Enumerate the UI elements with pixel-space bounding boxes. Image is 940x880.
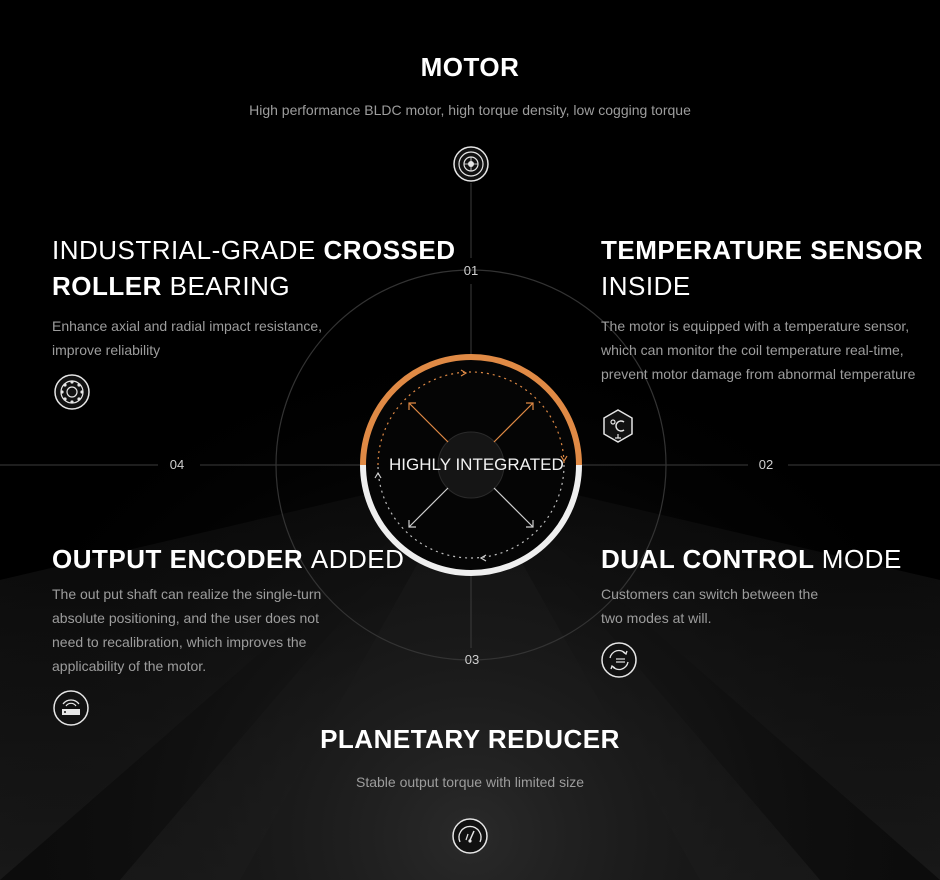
temperature-title (601, 232, 923, 304)
encoder-description: The out put shaft can realize the single-turn absolute positioning, and the user does not need to recalibration, which improves the applicability of the motor. (52, 586, 322, 674)
bearing-title (52, 232, 456, 304)
reducer-icon (452, 818, 488, 854)
number-01: 01 (463, 263, 479, 278)
temperature-description: The motor is equipped with a temperature sensor, which can monitor the coil temperature real-time, prevent motor damage from abnormal temperature (601, 318, 916, 382)
bearing-title-light-1: INDUSTRIAL-GRADE (52, 235, 316, 265)
bearing-title-bold-2: ROLLER (52, 271, 162, 301)
encoder-title (52, 541, 404, 577)
reducer-description: Stable output torque with limited size (355, 774, 584, 790)
temperature-sensor-icon (600, 408, 636, 444)
bearing-description: Enhance axial and radial impact resistance, improve reliability (52, 318, 323, 358)
number-02: 02 (758, 457, 774, 472)
number-03: 03 (464, 652, 480, 667)
motor-description: High performance BLDC motor, high torque density, low cogging torque (249, 102, 691, 118)
bearing-icon (54, 374, 90, 410)
reducer-title: PLANETARY REDUCER (320, 724, 620, 754)
motor-icon (453, 146, 489, 182)
dual-control-description: Customers can switch between the two modes at will. (601, 586, 819, 626)
motor-title: MOTOR (420, 52, 520, 82)
encoder-icon (53, 690, 89, 726)
center-label: HIGHLY INTEGRATED (389, 455, 564, 474)
encoder-title-light: ADDED (310, 544, 405, 574)
dual-control-title-bold: DUAL CONTROL (601, 544, 815, 574)
temperature-title-bold: TEMPERATURE SENSOR (601, 235, 923, 265)
bearing-title-light-2: BEARING (169, 271, 291, 301)
dual-control-title-light: MODE (821, 544, 902, 574)
mode-switch-icon (601, 642, 637, 678)
temperature-title-light: INSIDE (601, 271, 691, 301)
encoder-title-bold: OUTPUT ENCODER (52, 544, 304, 574)
dual-control-title (601, 541, 902, 577)
number-04: 04 (169, 457, 185, 472)
bearing-title-bold-1: CROSSED (323, 235, 456, 265)
